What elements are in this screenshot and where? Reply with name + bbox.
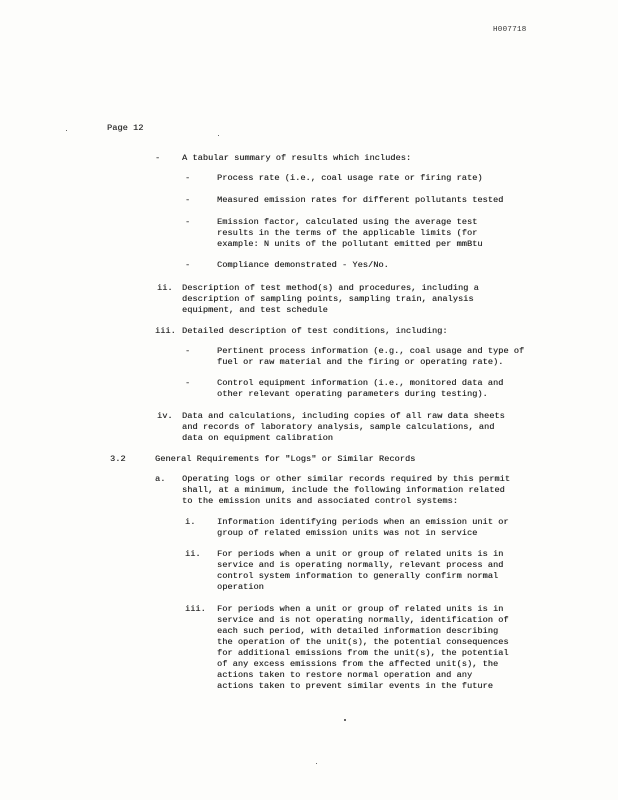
text-line: of any excess emissions from the affected unit(s), the: [217, 659, 499, 669]
scan-speck: [316, 763, 317, 764]
text-line: fuel or raw material and the firing or operating rate).: [217, 357, 504, 367]
text-line: data on equipment calibration: [182, 433, 334, 443]
text-line: description of sampling points, sampling train, analysis: [182, 294, 474, 304]
text-line: operation: [217, 582, 264, 592]
text-line: Operating logs or other similar records required by this permit: [182, 474, 511, 484]
text-line: to the emission units and associated control systems:: [182, 496, 458, 506]
text-line: -: [185, 378, 191, 388]
text-line: and records of laboratory analysis, sample calculations, and: [182, 422, 495, 432]
document-id: H007718: [493, 26, 527, 34]
text-line: A tabular summary of results which includes:: [182, 153, 412, 163]
text-line: iii.: [155, 326, 176, 336]
text-line: Detailed description of test conditions, including:: [182, 326, 448, 336]
text-line: example: N units of the pollutant emitted per mmBtu: [217, 239, 483, 249]
text-line: equipment, and test schedule: [182, 305, 328, 315]
text-line: control system information to generally confirm normal: [217, 571, 499, 581]
text-line: -: [185, 195, 191, 205]
text-line: actions taken to prevent similar events in the future: [217, 681, 493, 691]
text-line: -: [185, 217, 191, 227]
text-line: Information identifying periods when an emission unit or: [217, 517, 509, 527]
text-line: service and is operating normally, relevant process and: [217, 560, 504, 570]
text-line: -: [185, 346, 191, 356]
text-line: i.: [185, 517, 196, 527]
text-line: actions taken to restore normal operation and any: [217, 670, 473, 680]
text-line: Page 12: [107, 123, 144, 133]
text-line: other relevant operating parameters during testing).: [217, 389, 488, 399]
scan-speck: [218, 135, 219, 136]
text-line: Pertinent process information (e.g., coal usage and type of: [217, 346, 525, 356]
text-line: -: [185, 260, 191, 270]
text-line: iv.: [157, 411, 173, 421]
text-line: -: [185, 173, 191, 183]
text-line: group of related emission units was not in service: [217, 528, 478, 538]
text-line: General Requirements for "Logs" or Similar Records: [155, 454, 416, 464]
text-line: for additional emissions from the unit(s), the potential: [217, 648, 509, 658]
text-line: a.: [155, 474, 166, 484]
text-line: 3.2: [110, 454, 126, 464]
text-line: shall, at a minimum, include the following information related: [182, 485, 505, 495]
text-line: Description of test method(s) and procedures, including a: [182, 283, 479, 293]
text-line: results in the terms of the applicable limits (for: [217, 228, 478, 238]
scan-speck: [66, 130, 67, 131]
text-line: Compliance demonstrated - Yes/No.: [217, 260, 389, 270]
text-line: iii.: [185, 604, 206, 614]
text-line: service and is not operating normally, identification of: [217, 615, 509, 625]
text-line: Control equipment information (i.e., monitored data and: [217, 378, 504, 388]
text-line: -: [155, 153, 161, 163]
text-line: Measured emission rates for different pollutants tested: [217, 195, 504, 205]
text-line: the operation of the unit(s), the potential consequences: [217, 637, 509, 647]
text-line: Data and calculations, including copies of all raw data sheets: [182, 411, 505, 421]
text-line: ii.: [185, 549, 201, 559]
text-line: ii.: [157, 283, 173, 293]
text-line: For periods when a unit or group of related units is in: [217, 604, 504, 614]
text-line: Emission factor, calculated using the average test: [217, 217, 478, 227]
text-line: For periods when a unit or group of related units is in: [217, 549, 504, 559]
text-line: Process rate (i.e., coal usage rate or firing rate): [217, 173, 483, 183]
text-line: each such period, with detailed information describing: [217, 626, 499, 636]
scan-speck: [344, 719, 346, 721]
